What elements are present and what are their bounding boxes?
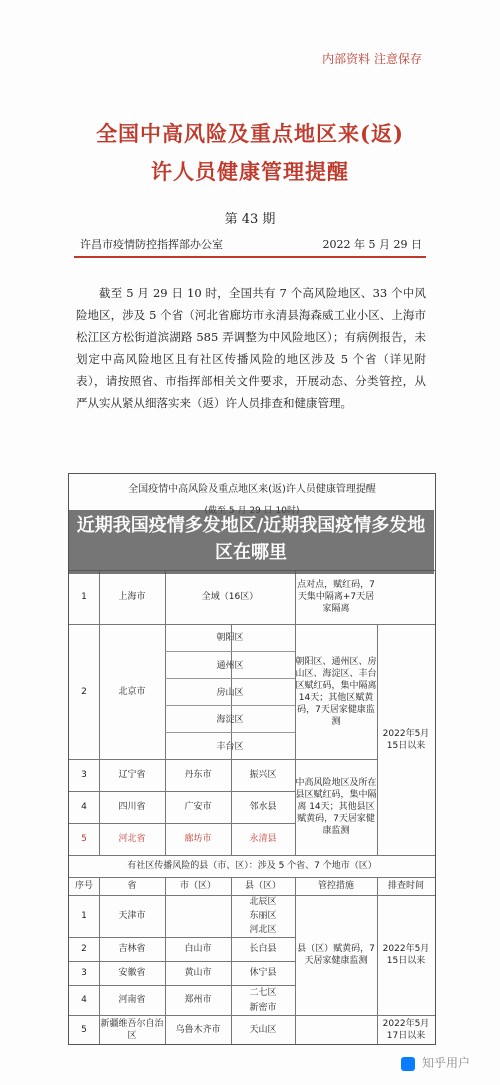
area: 全域（16区） xyxy=(201,592,259,602)
doc-title-line2: 许人员健康管理提醒 xyxy=(151,159,349,184)
table-title: 全国疫情中高风险及重点地区来(返)许人员健康管理提醒 xyxy=(128,484,376,495)
city: 黄山市 xyxy=(184,968,212,978)
county: 休宁县 xyxy=(249,968,277,978)
row-number: 5 xyxy=(81,834,87,844)
row-number: 5 xyxy=(81,1024,87,1035)
city: 广安市 xyxy=(184,802,212,812)
county: 北辰区 xyxy=(249,897,277,907)
row-number: 3 xyxy=(81,968,87,978)
city: 郑州市 xyxy=(184,995,212,1005)
province: 天津市 xyxy=(118,911,146,921)
district: 朝阳区 xyxy=(216,632,244,643)
province: 上海市 xyxy=(118,592,146,602)
row-number: 2 xyxy=(81,944,87,954)
province: 安徽省 xyxy=(118,968,146,978)
county: 河北区 xyxy=(249,925,277,935)
header-no: 序号 xyxy=(74,881,93,891)
county: 新密市 xyxy=(249,1002,277,1013)
header-city: 市（区） xyxy=(179,881,216,891)
issue-date: 2022 年 5 月 29 日 xyxy=(322,238,422,251)
measure: 点对点，赋红码，7天集中隔离+7天居家隔离 xyxy=(297,580,375,614)
province: 北京市 xyxy=(118,686,146,697)
header-province: 省 xyxy=(127,881,137,891)
check-time: 2022年5月15日以来 xyxy=(382,944,430,966)
issue-number: 第 43 期 xyxy=(224,212,276,227)
section-title: 有社区传播风险的县（市、区）：涉及 5 个省、7 个地市（区） xyxy=(127,861,377,871)
district: 丰台区 xyxy=(165,732,295,760)
city: 廊坊市 xyxy=(184,834,212,844)
internal-note: 内部资料 注意保存 xyxy=(322,52,422,66)
province: 新疆维吾尔自治区 xyxy=(100,1018,164,1041)
district: 海淀区 xyxy=(165,705,295,733)
province: 河南省 xyxy=(118,995,146,1005)
body-paragraph: 截至 5 月 29 日 10 时，全国共有 7 个高风险地区、33 个中风险地区，涉及 5 个省（河北省廊坊市永清县海森威工业小区、上海市松江区方松街道滨湖路 585 弄调整为中风险地区）；有病例报告，未划定中高风险地区且有社区传播风险的地区涉及 5 个省（详见附表），请按照省、市指挥部相关文件要求，开展动态、分类管控，从严从实从紧从细落实来（返）许人员排查和健康管理。 xyxy=(76,286,426,410)
district: 通州区 xyxy=(165,651,295,679)
county: 东丽区 xyxy=(249,911,277,921)
district: 永清县 xyxy=(249,834,277,844)
measure: 朝阳区、通州区、房山区、海淀区、丰台区赋红码，集中隔离 14天；其他区赋黄码，7天居家健康监测 xyxy=(295,656,377,727)
district: 房山区 xyxy=(165,678,295,706)
header-time: 排查时间 xyxy=(387,881,424,891)
province: 辽宁省 xyxy=(118,770,146,780)
zhihu-logo-icon xyxy=(401,1057,415,1071)
row-number: 1 xyxy=(81,911,87,921)
source-watermark xyxy=(401,1054,470,1071)
red-divider xyxy=(74,256,426,258)
headline-text: 近期我国疫情多发地区/近期我国疫情多发地区在哪里 xyxy=(76,515,426,563)
province: 河北省 xyxy=(118,834,146,844)
watermark-text: 知乎用户 xyxy=(421,1056,470,1070)
header-measure: 管控措施 xyxy=(317,881,354,891)
district: 振兴区 xyxy=(249,770,277,780)
district: 邻水县 xyxy=(249,802,277,812)
measure: 县（区）赋黄码，7天居家健康监测 xyxy=(297,944,375,966)
issuer: 许昌市疫情防控指挥部办公室 xyxy=(80,238,223,251)
check-time: 2022年5月17日以来 xyxy=(382,1018,430,1041)
header-county: 县（区） xyxy=(244,881,281,891)
measure: 中高风险地区及所在县区赋红码，集中隔离 14天；其他县区赋黄码，7天居家健康监测 xyxy=(295,778,377,836)
province: 四川省 xyxy=(118,802,146,812)
county: 二七区 xyxy=(249,987,277,998)
province: 吉林省 xyxy=(118,944,146,954)
city: 白山市 xyxy=(184,944,212,954)
city: 丹东市 xyxy=(184,770,212,780)
check-time: 2022年5月15日以来 xyxy=(382,728,430,751)
city: 乌鲁木齐市 xyxy=(175,1024,221,1035)
row-number: 4 xyxy=(81,995,87,1005)
row-number: 3 xyxy=(81,770,87,780)
row-number: 2 xyxy=(81,686,87,697)
row-number: 1 xyxy=(81,592,87,602)
county: 天山区 xyxy=(249,1024,277,1035)
doc-title-line1: 全国中高风险及重点地区来(返) xyxy=(96,121,404,146)
county: 长白县 xyxy=(249,944,277,954)
row-number: 4 xyxy=(81,802,87,812)
